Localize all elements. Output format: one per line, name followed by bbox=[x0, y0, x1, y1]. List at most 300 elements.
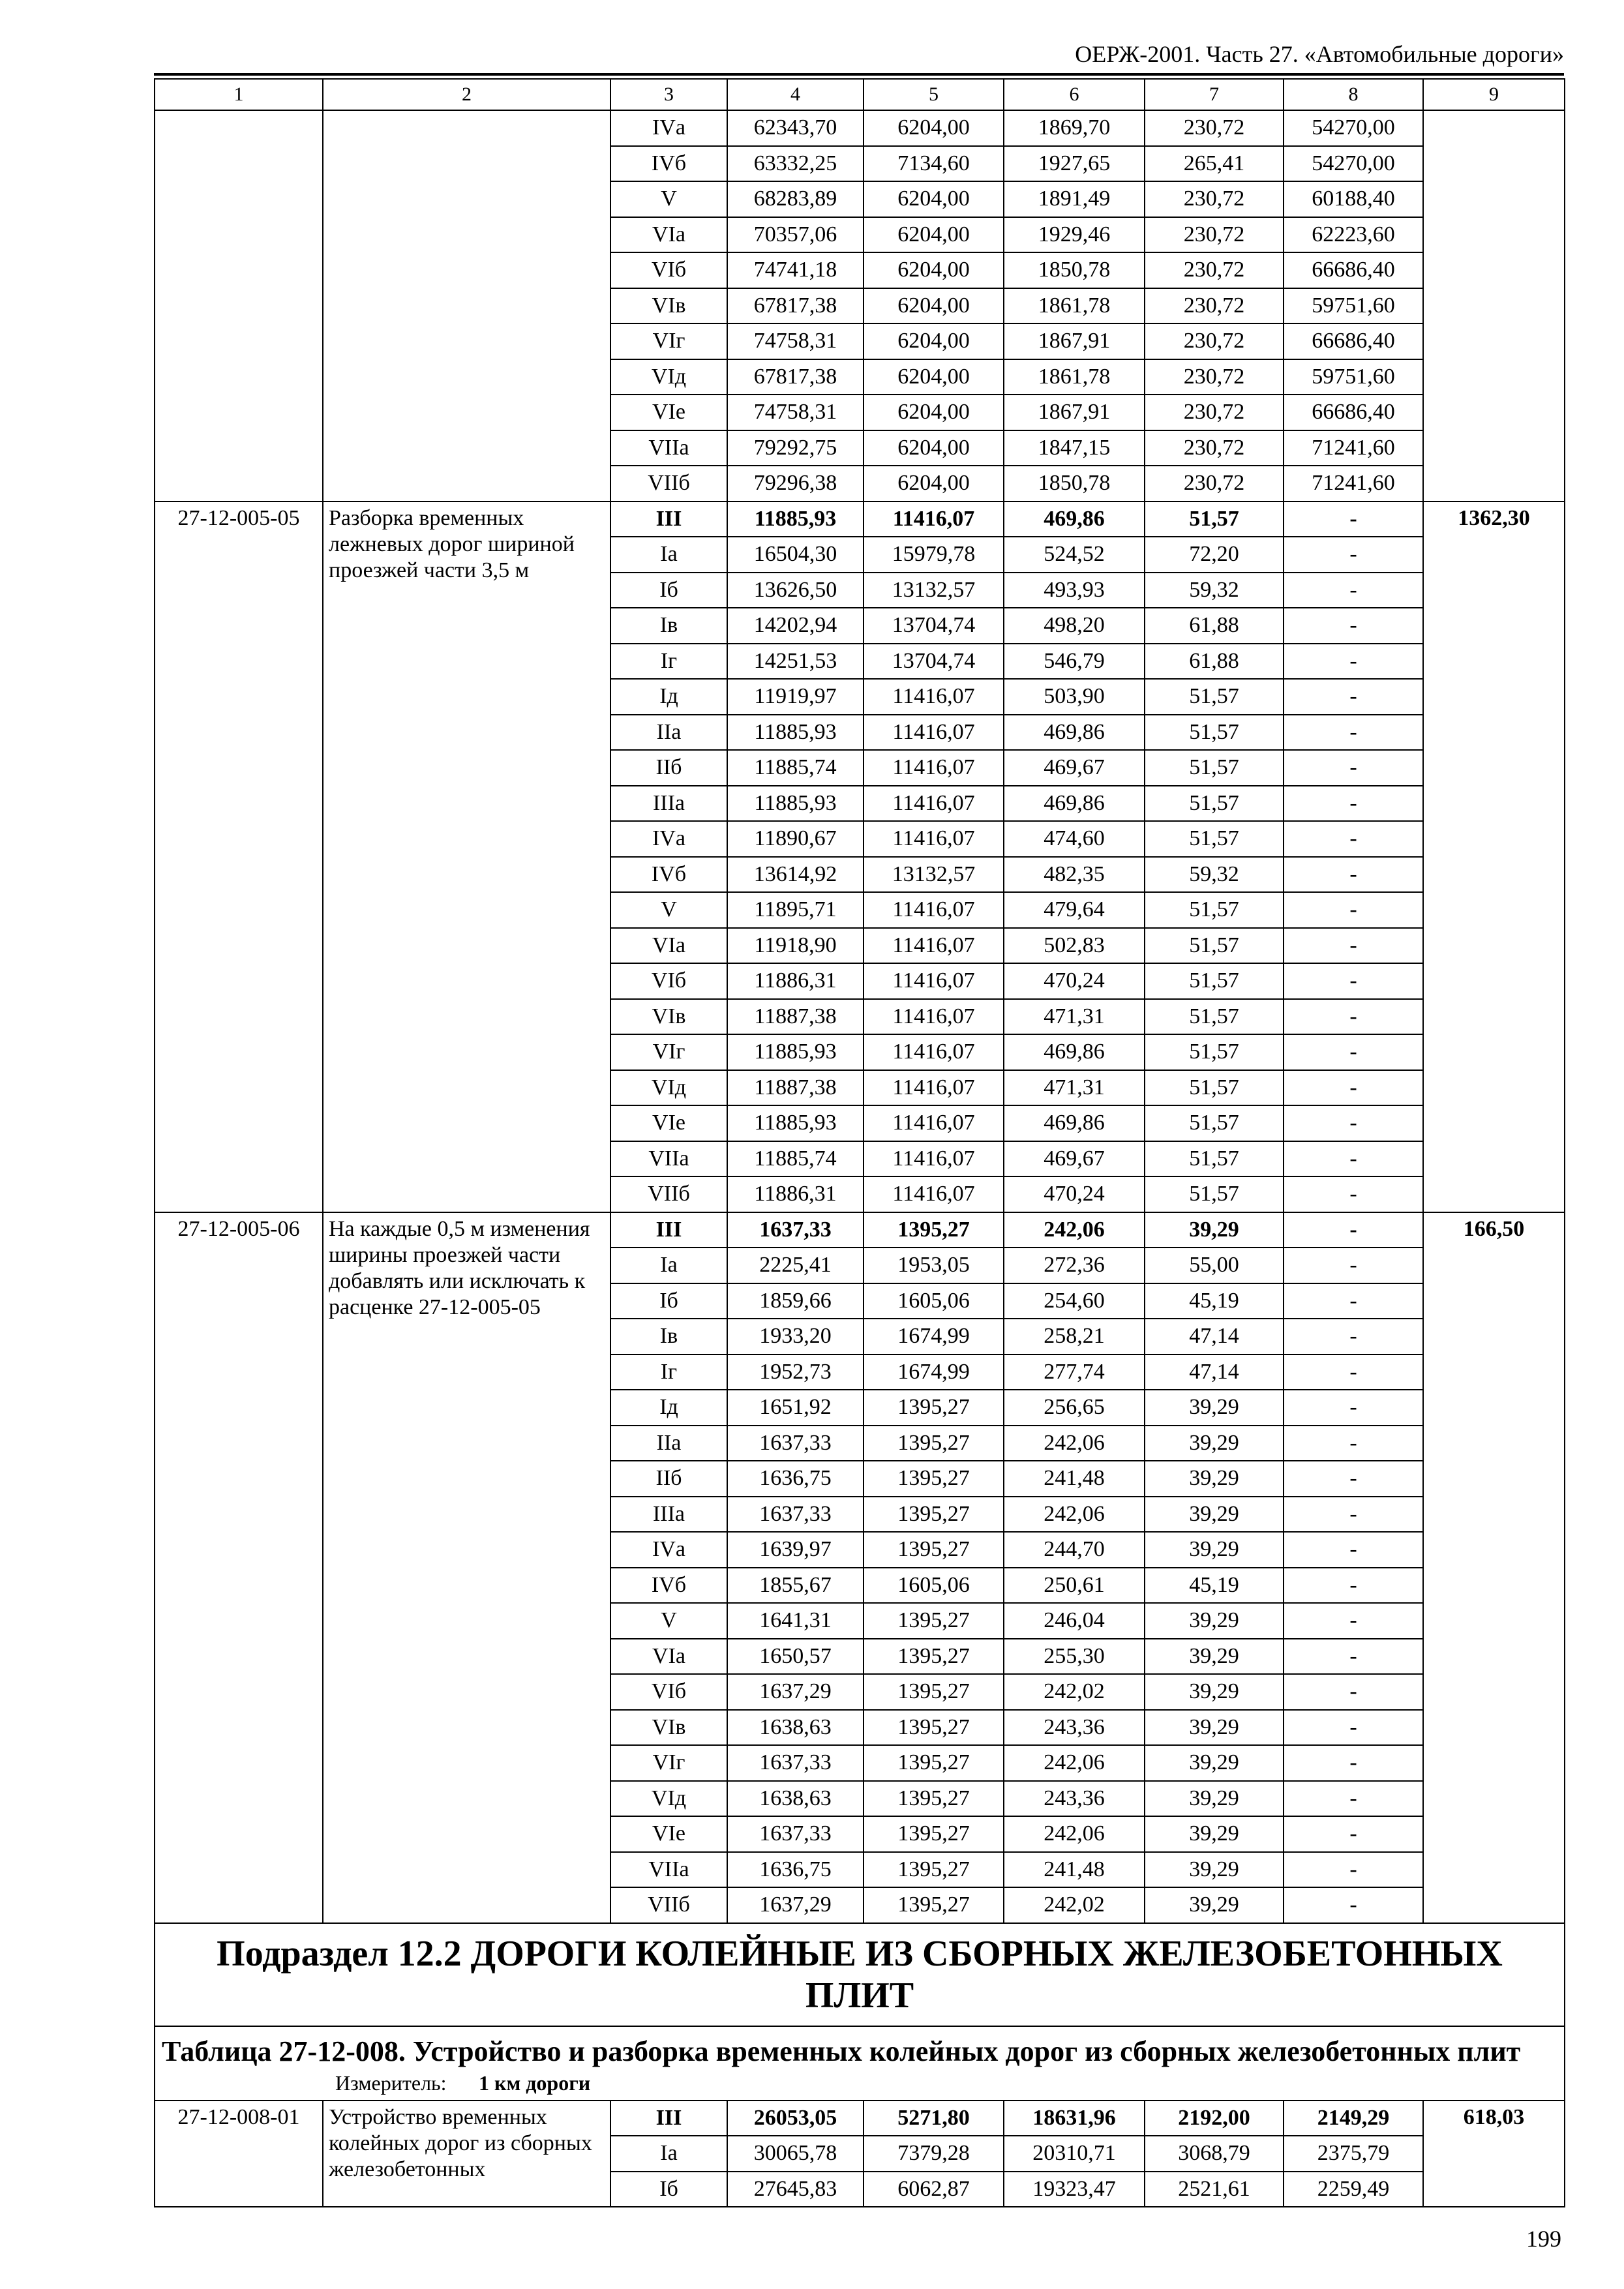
value-cell: 1605,06 bbox=[864, 1568, 1004, 1604]
value-cell: 6204,00 bbox=[864, 217, 1004, 253]
zone-cell: IIб bbox=[610, 1461, 727, 1497]
value-cell: 471,31 bbox=[1004, 999, 1145, 1035]
value-cell: 16504,30 bbox=[727, 537, 864, 573]
value-cell: 1636,75 bbox=[727, 1852, 864, 1888]
value-cell: 1395,27 bbox=[864, 1212, 1004, 1248]
zone-cell: Iа bbox=[610, 537, 727, 573]
value-cell: 1952,73 bbox=[727, 1354, 864, 1390]
table-row bbox=[155, 1212, 1565, 1248]
value-cell: 51,57 bbox=[1145, 750, 1284, 786]
zone-cell: VIд bbox=[610, 1070, 727, 1106]
value-cell: 71241,60 bbox=[1284, 466, 1423, 501]
table-row bbox=[155, 2101, 1565, 2136]
value-cell: 1867,91 bbox=[1004, 323, 1145, 359]
zone-cell: IVб bbox=[610, 146, 727, 182]
zone-cell: VIа bbox=[610, 1639, 727, 1675]
value-cell: - bbox=[1284, 715, 1423, 751]
value-cell: 254,60 bbox=[1004, 1283, 1145, 1319]
value-cell: 11416,07 bbox=[864, 750, 1004, 786]
header-rule bbox=[154, 73, 1564, 76]
rate-description: На каждые 0,5 м изменения ширины проезжей части добавлять или исключать к расценке 27-12-005-05 bbox=[323, 1212, 610, 1923]
value-cell: - bbox=[1284, 750, 1423, 786]
zone-cell: VIг bbox=[610, 1745, 727, 1781]
value-cell: 68283,89 bbox=[727, 181, 864, 217]
value-cell: 242,06 bbox=[1004, 1816, 1145, 1852]
value-cell: 1861,78 bbox=[1004, 288, 1145, 324]
value-cell: - bbox=[1284, 1674, 1423, 1710]
zone-cell: Iа bbox=[610, 1248, 727, 1283]
rates-table bbox=[154, 78, 1565, 2207]
value-cell: 1637,33 bbox=[727, 1426, 864, 1461]
zone-cell: VIIа bbox=[610, 430, 727, 466]
value-cell: 6204,00 bbox=[864, 252, 1004, 288]
column-number: 7 bbox=[1145, 79, 1284, 110]
rate-code: 27-12-008-01 bbox=[155, 2101, 323, 2207]
value-cell: - bbox=[1284, 963, 1423, 999]
meter-line bbox=[162, 2070, 1557, 2096]
value-cell: 11885,93 bbox=[727, 786, 864, 822]
value-cell: 230,72 bbox=[1145, 217, 1284, 253]
zone-cell: IVа bbox=[610, 1532, 727, 1568]
value-cell: 11885,93 bbox=[727, 1105, 864, 1141]
value-cell: 1395,27 bbox=[864, 1887, 1004, 1923]
value-cell: 1395,27 bbox=[864, 1674, 1004, 1710]
zone-cell: VIе bbox=[610, 1105, 727, 1141]
value-cell: 1637,33 bbox=[727, 1816, 864, 1852]
value-cell: 469,86 bbox=[1004, 786, 1145, 822]
value-cell: - bbox=[1284, 1603, 1423, 1639]
value-cell: 7379,28 bbox=[864, 2136, 1004, 2172]
value-cell: 11887,38 bbox=[727, 999, 864, 1035]
value-cell: 230,72 bbox=[1145, 359, 1284, 395]
value-cell: 45,19 bbox=[1145, 1568, 1284, 1604]
value-cell: 1395,27 bbox=[864, 1816, 1004, 1852]
zone-cell: IVа bbox=[610, 821, 727, 857]
value-cell: 1929,46 bbox=[1004, 217, 1145, 253]
value-cell: - bbox=[1284, 1568, 1423, 1604]
column-number: 5 bbox=[864, 79, 1004, 110]
subsection-title: Подраздел 12.2 ДОРОГИ КОЛЕЙНЫЕ ИЗ СБОРНЫХ ЖЕЛЕЗОБЕТОННЫХ ПЛИТ bbox=[155, 1923, 1565, 2026]
value-cell: - bbox=[1284, 1497, 1423, 1533]
value-cell: 6204,00 bbox=[864, 466, 1004, 501]
value-cell: 1638,63 bbox=[727, 1710, 864, 1746]
zone-cell: IVб bbox=[610, 1568, 727, 1604]
subsection-row bbox=[155, 1923, 1565, 2026]
zone-cell: VIг bbox=[610, 1034, 727, 1070]
zone-cell: Iд bbox=[610, 1390, 727, 1426]
value-cell: 62343,70 bbox=[727, 110, 864, 146]
value-cell: 242,02 bbox=[1004, 1887, 1145, 1923]
column-number: 3 bbox=[610, 79, 727, 110]
value-cell: - bbox=[1284, 1283, 1423, 1319]
value-cell: 47,14 bbox=[1145, 1319, 1284, 1354]
value-cell: - bbox=[1284, 1034, 1423, 1070]
zone-cell: VIа bbox=[610, 928, 727, 964]
value-cell: 230,72 bbox=[1145, 466, 1284, 501]
value-cell: 230,72 bbox=[1145, 181, 1284, 217]
value-cell: 5271,80 bbox=[864, 2101, 1004, 2136]
zone-cell: Iв bbox=[610, 608, 727, 644]
column-number: 2 bbox=[323, 79, 610, 110]
value-cell: 54270,00 bbox=[1284, 146, 1423, 182]
meter-label: Измеритель: bbox=[335, 2071, 447, 2095]
value-cell: 469,67 bbox=[1004, 1141, 1145, 1177]
value-cell: 1395,27 bbox=[864, 1461, 1004, 1497]
zone-cell: VIд bbox=[610, 1781, 727, 1817]
value-cell: 15979,78 bbox=[864, 537, 1004, 573]
value-cell: 242,06 bbox=[1004, 1745, 1145, 1781]
rate-code: 27-12-005-06 bbox=[155, 1212, 323, 1923]
zone-cell: III bbox=[610, 1212, 727, 1248]
value-cell: 546,79 bbox=[1004, 644, 1145, 680]
value-cell: 11416,07 bbox=[864, 786, 1004, 822]
zone-cell: VIе bbox=[610, 395, 727, 430]
zone-cell: VIб bbox=[610, 252, 727, 288]
rate-col9: 618,03 bbox=[1423, 2101, 1565, 2207]
value-cell: 469,86 bbox=[1004, 1105, 1145, 1141]
value-cell: - bbox=[1284, 1212, 1423, 1248]
value-cell: - bbox=[1284, 1105, 1423, 1141]
value-cell: 11919,97 bbox=[727, 679, 864, 715]
value-cell: - bbox=[1284, 1176, 1423, 1212]
value-cell: 51,57 bbox=[1145, 679, 1284, 715]
zone-cell: III bbox=[610, 2101, 727, 2136]
value-cell: 6204,00 bbox=[864, 323, 1004, 359]
value-cell: 11416,07 bbox=[864, 501, 1004, 537]
value-cell: 241,48 bbox=[1004, 1852, 1145, 1888]
rate-col9 bbox=[1423, 110, 1565, 501]
value-cell: 13132,57 bbox=[864, 857, 1004, 893]
value-cell: 244,70 bbox=[1004, 1532, 1145, 1568]
value-cell: - bbox=[1284, 573, 1423, 608]
value-cell: 59751,60 bbox=[1284, 288, 1423, 324]
value-cell: - bbox=[1284, 1781, 1423, 1817]
value-cell: 256,65 bbox=[1004, 1390, 1145, 1426]
value-cell: 39,29 bbox=[1145, 1461, 1284, 1497]
zone-cell: III bbox=[610, 501, 727, 537]
value-cell: 27645,83 bbox=[727, 2172, 864, 2207]
value-cell: 70357,06 bbox=[727, 217, 864, 253]
value-cell: 277,74 bbox=[1004, 1354, 1145, 1390]
value-cell: 51,57 bbox=[1145, 963, 1284, 999]
value-cell: 1933,20 bbox=[727, 1319, 864, 1354]
value-cell: 11885,74 bbox=[727, 1141, 864, 1177]
value-cell: 1855,67 bbox=[727, 1568, 864, 1604]
value-cell: 3068,79 bbox=[1145, 2136, 1284, 2172]
value-cell: 2192,00 bbox=[1145, 2101, 1284, 2136]
value-cell: - bbox=[1284, 1852, 1423, 1888]
value-cell: 11886,31 bbox=[727, 1176, 864, 1212]
zone-cell: Iб bbox=[610, 573, 727, 608]
value-cell: - bbox=[1284, 1745, 1423, 1781]
value-cell: 6204,00 bbox=[864, 395, 1004, 430]
value-cell: 1891,49 bbox=[1004, 181, 1145, 217]
value-cell: 6204,00 bbox=[864, 430, 1004, 466]
value-cell: 1395,27 bbox=[864, 1852, 1004, 1888]
zone-cell: VIб bbox=[610, 963, 727, 999]
value-cell: 79296,38 bbox=[727, 466, 864, 501]
value-cell: 39,29 bbox=[1145, 1745, 1284, 1781]
value-cell: - bbox=[1284, 1816, 1423, 1852]
value-cell: 39,29 bbox=[1145, 1887, 1284, 1923]
value-cell: 11416,07 bbox=[864, 892, 1004, 928]
value-cell: 243,36 bbox=[1004, 1710, 1145, 1746]
value-cell: 59,32 bbox=[1145, 857, 1284, 893]
value-cell: 11890,67 bbox=[727, 821, 864, 857]
value-cell: - bbox=[1284, 1319, 1423, 1354]
value-cell: 39,29 bbox=[1145, 1710, 1284, 1746]
value-cell: 241,48 bbox=[1004, 1461, 1145, 1497]
value-cell: 1395,27 bbox=[864, 1710, 1004, 1746]
value-cell: 11918,90 bbox=[727, 928, 864, 964]
value-cell: 469,67 bbox=[1004, 750, 1145, 786]
zone-cell: V bbox=[610, 892, 727, 928]
value-cell: 51,57 bbox=[1145, 999, 1284, 1035]
value-cell: 26053,05 bbox=[727, 2101, 864, 2136]
value-cell: 54270,00 bbox=[1284, 110, 1423, 146]
value-cell: - bbox=[1284, 1070, 1423, 1106]
value-cell: 19323,47 bbox=[1004, 2172, 1145, 2207]
value-cell: 1637,33 bbox=[727, 1497, 864, 1533]
value-cell: 1395,27 bbox=[864, 1603, 1004, 1639]
zone-cell: Iб bbox=[610, 1283, 727, 1319]
value-cell: 1850,78 bbox=[1004, 466, 1145, 501]
value-cell: 1674,99 bbox=[864, 1319, 1004, 1354]
value-cell: 479,64 bbox=[1004, 892, 1145, 928]
zone-cell: VIIб bbox=[610, 1887, 727, 1923]
value-cell: - bbox=[1284, 857, 1423, 893]
value-cell: 66686,40 bbox=[1284, 395, 1423, 430]
value-cell: 498,20 bbox=[1004, 608, 1145, 644]
table-title: Таблица 27-12-008. Устройство и разборка временных колейных дорог из сборных железобетонных плит bbox=[162, 2035, 1521, 2067]
zone-cell: VIа bbox=[610, 217, 727, 253]
value-cell: 1637,29 bbox=[727, 1674, 864, 1710]
value-cell: 1638,63 bbox=[727, 1781, 864, 1817]
value-cell: - bbox=[1284, 1532, 1423, 1568]
value-cell: 1636,75 bbox=[727, 1461, 864, 1497]
value-cell: - bbox=[1284, 1710, 1423, 1746]
value-cell: 1953,05 bbox=[864, 1248, 1004, 1283]
zone-cell: VIв bbox=[610, 999, 727, 1035]
value-cell: - bbox=[1284, 892, 1423, 928]
table-row bbox=[155, 501, 1565, 537]
value-cell: 1637,29 bbox=[727, 1887, 864, 1923]
value-cell: 66686,40 bbox=[1284, 252, 1423, 288]
value-cell: 11887,38 bbox=[727, 1070, 864, 1106]
value-cell: 230,72 bbox=[1145, 323, 1284, 359]
value-cell: 39,29 bbox=[1145, 1781, 1284, 1817]
value-cell: 51,57 bbox=[1145, 1105, 1284, 1141]
value-cell: 1395,27 bbox=[864, 1497, 1004, 1533]
zone-cell: IVа bbox=[610, 110, 727, 146]
value-cell: 6204,00 bbox=[864, 181, 1004, 217]
value-cell: 1395,27 bbox=[864, 1390, 1004, 1426]
value-cell: 60188,40 bbox=[1284, 181, 1423, 217]
value-cell: 242,02 bbox=[1004, 1674, 1145, 1710]
value-cell: 39,29 bbox=[1145, 1603, 1284, 1639]
value-cell: 6204,00 bbox=[864, 110, 1004, 146]
value-cell: 30065,78 bbox=[727, 2136, 864, 2172]
value-cell: 13704,74 bbox=[864, 608, 1004, 644]
value-cell: 11416,07 bbox=[864, 1105, 1004, 1141]
value-cell: 1637,33 bbox=[727, 1212, 864, 1248]
column-number: 1 bbox=[155, 79, 323, 110]
value-cell: 1850,78 bbox=[1004, 252, 1145, 288]
value-cell: 11886,31 bbox=[727, 963, 864, 999]
value-cell: 272,36 bbox=[1004, 1248, 1145, 1283]
zone-cell: VIв bbox=[610, 1710, 727, 1746]
value-cell: 470,24 bbox=[1004, 963, 1145, 999]
value-cell: - bbox=[1284, 644, 1423, 680]
value-cell: 243,36 bbox=[1004, 1781, 1145, 1817]
value-cell: 39,29 bbox=[1145, 1497, 1284, 1533]
value-cell: 2521,61 bbox=[1145, 2172, 1284, 2207]
zone-cell: Iб bbox=[610, 2172, 727, 2207]
table-title-cell bbox=[155, 2026, 1565, 2101]
value-cell: 242,06 bbox=[1004, 1426, 1145, 1461]
zone-cell: IIб bbox=[610, 750, 727, 786]
value-cell: - bbox=[1284, 537, 1423, 573]
value-cell: 1867,91 bbox=[1004, 395, 1145, 430]
zone-cell: VIIб bbox=[610, 1176, 727, 1212]
value-cell: 11416,07 bbox=[864, 715, 1004, 751]
value-cell: 1395,27 bbox=[864, 1426, 1004, 1461]
zone-cell: V bbox=[610, 1603, 727, 1639]
value-cell: 1927,65 bbox=[1004, 146, 1145, 182]
zone-cell: V bbox=[610, 181, 727, 217]
value-cell: 11416,07 bbox=[864, 1176, 1004, 1212]
value-cell: 1395,27 bbox=[864, 1745, 1004, 1781]
meter-value: 1 км дороги bbox=[479, 2071, 591, 2095]
value-cell: 255,30 bbox=[1004, 1639, 1145, 1675]
value-cell: 59,32 bbox=[1145, 573, 1284, 608]
value-cell: 72,20 bbox=[1145, 537, 1284, 573]
column-number: 4 bbox=[727, 79, 864, 110]
value-cell: 66686,40 bbox=[1284, 323, 1423, 359]
zone-cell: VIIб bbox=[610, 466, 727, 501]
rate-description bbox=[323, 110, 610, 501]
value-cell: 61,88 bbox=[1145, 644, 1284, 680]
value-cell: 230,72 bbox=[1145, 252, 1284, 288]
value-cell: - bbox=[1284, 1639, 1423, 1675]
value-cell: 469,86 bbox=[1004, 1034, 1145, 1070]
zone-cell: VIIа bbox=[610, 1141, 727, 1177]
rate-col9: 1362,30 bbox=[1423, 501, 1565, 1212]
value-cell: 79292,75 bbox=[727, 430, 864, 466]
value-cell: 258,21 bbox=[1004, 1319, 1145, 1354]
value-cell: 1395,27 bbox=[864, 1532, 1004, 1568]
column-number: 6 bbox=[1004, 79, 1145, 110]
value-cell: 230,72 bbox=[1145, 110, 1284, 146]
value-cell: 51,57 bbox=[1145, 928, 1284, 964]
value-cell: 39,29 bbox=[1145, 1816, 1284, 1852]
value-cell: 11416,07 bbox=[864, 1034, 1004, 1070]
value-cell: 51,57 bbox=[1145, 786, 1284, 822]
value-cell: 11416,07 bbox=[864, 1141, 1004, 1177]
value-cell: 242,06 bbox=[1004, 1497, 1145, 1533]
value-cell: 39,29 bbox=[1145, 1532, 1284, 1568]
value-cell: 2375,79 bbox=[1284, 2136, 1423, 2172]
zone-cell: Iв bbox=[610, 1319, 727, 1354]
value-cell: - bbox=[1284, 928, 1423, 964]
zone-cell: VIIа bbox=[610, 1852, 727, 1888]
value-cell: - bbox=[1284, 999, 1423, 1035]
value-cell: 524,52 bbox=[1004, 537, 1145, 573]
value-cell: 14251,53 bbox=[727, 644, 864, 680]
value-cell: 39,29 bbox=[1145, 1426, 1284, 1461]
value-cell: - bbox=[1284, 1141, 1423, 1177]
value-cell: 51,57 bbox=[1145, 1034, 1284, 1070]
value-cell: 471,31 bbox=[1004, 1070, 1145, 1106]
table-title-row bbox=[155, 2026, 1565, 2101]
value-cell: 1861,78 bbox=[1004, 359, 1145, 395]
value-cell: 59751,60 bbox=[1284, 359, 1423, 395]
value-cell: 493,93 bbox=[1004, 573, 1145, 608]
value-cell: 51,57 bbox=[1145, 715, 1284, 751]
value-cell: 45,19 bbox=[1145, 1283, 1284, 1319]
value-cell: 11416,07 bbox=[864, 1070, 1004, 1106]
zone-cell: IIа bbox=[610, 715, 727, 751]
value-cell: 1637,33 bbox=[727, 1745, 864, 1781]
value-cell: 11885,93 bbox=[727, 501, 864, 537]
value-cell: 51,57 bbox=[1145, 501, 1284, 537]
value-cell: 13626,50 bbox=[727, 573, 864, 608]
value-cell: 18631,96 bbox=[1004, 2101, 1145, 2136]
value-cell: 265,41 bbox=[1145, 146, 1284, 182]
value-cell: 39,29 bbox=[1145, 1390, 1284, 1426]
value-cell: 62223,60 bbox=[1284, 217, 1423, 253]
value-cell: 11416,07 bbox=[864, 679, 1004, 715]
value-cell: 74741,18 bbox=[727, 252, 864, 288]
rate-description: Устройство временных колейных дорог из сборных железобетонных bbox=[323, 2101, 610, 2207]
value-cell: 230,72 bbox=[1145, 395, 1284, 430]
value-cell: 39,29 bbox=[1145, 1852, 1284, 1888]
value-cell: 11885,74 bbox=[727, 750, 864, 786]
value-cell: 67817,38 bbox=[727, 359, 864, 395]
value-cell: 11895,71 bbox=[727, 892, 864, 928]
value-cell: - bbox=[1284, 786, 1423, 822]
value-cell: 2149,29 bbox=[1284, 2101, 1423, 2136]
value-cell: 13614,92 bbox=[727, 857, 864, 893]
value-cell: 230,72 bbox=[1145, 288, 1284, 324]
value-cell: 246,04 bbox=[1004, 1603, 1145, 1639]
zone-cell: IIа bbox=[610, 1426, 727, 1461]
value-cell: 47,14 bbox=[1145, 1354, 1284, 1390]
value-cell: 51,57 bbox=[1145, 1070, 1284, 1106]
value-cell: 1639,97 bbox=[727, 1532, 864, 1568]
value-cell: 20310,71 bbox=[1004, 2136, 1145, 2172]
value-cell: - bbox=[1284, 1461, 1423, 1497]
zone-cell: IIIа bbox=[610, 786, 727, 822]
value-cell: - bbox=[1284, 1354, 1423, 1390]
value-cell: - bbox=[1284, 821, 1423, 857]
value-cell: 11416,07 bbox=[864, 999, 1004, 1035]
value-cell: 51,57 bbox=[1145, 1141, 1284, 1177]
value-cell: 2259,49 bbox=[1284, 2172, 1423, 2207]
value-cell: 474,60 bbox=[1004, 821, 1145, 857]
value-cell: - bbox=[1284, 1887, 1423, 1923]
value-cell: - bbox=[1284, 1248, 1423, 1283]
zone-cell: VIд bbox=[610, 359, 727, 395]
page-number: 199 bbox=[1526, 2226, 1561, 2252]
column-number: 8 bbox=[1284, 79, 1423, 110]
value-cell: 39,29 bbox=[1145, 1639, 1284, 1675]
value-cell: 1641,31 bbox=[727, 1603, 864, 1639]
value-cell: 242,06 bbox=[1004, 1212, 1145, 1248]
value-cell: 74758,31 bbox=[727, 323, 864, 359]
column-numbers-row bbox=[155, 79, 1565, 110]
value-cell: - bbox=[1284, 1390, 1423, 1426]
